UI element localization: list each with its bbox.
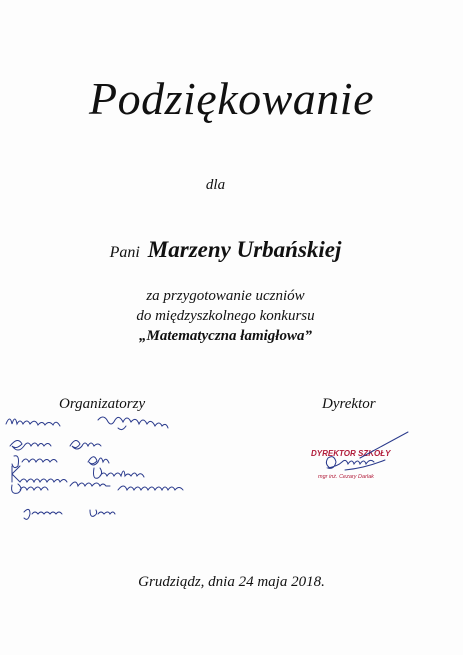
stamp-title: DYREKTOR SZKOŁY: [311, 449, 391, 458]
recipient-name: Marzeny Urbańskiej: [147, 237, 342, 262]
reason-line-2: do międzyszkolnego konkursu: [136, 308, 315, 324]
director-stamp: [311, 449, 391, 480]
stamp-name: mgr inż. Cezary Darlak: [318, 474, 374, 480]
certificate-title: Podziękowanie: [89, 73, 374, 124]
organizer-signature-3: [12, 456, 109, 468]
organizers-heading: Organizatorzy: [59, 396, 146, 412]
place-and-date: Grudziądz, dnia 24 maja 2018.: [138, 574, 325, 590]
director-heading: Dyrektor: [322, 396, 376, 412]
organizer-signature-5: [12, 482, 183, 493]
for-word: dla: [205, 177, 226, 193]
organizer-signature-2: [10, 440, 101, 450]
organizer-signature-4: [12, 466, 144, 482]
recipient-prefix: Pani: [109, 244, 140, 261]
organizer-signature-1: [6, 417, 168, 430]
organizer-signature-6: [24, 509, 115, 519]
contest-name: „Matematyczna łamigłowa”: [139, 328, 312, 344]
reason-line-1: za przygotowanie uczniów: [146, 288, 305, 304]
